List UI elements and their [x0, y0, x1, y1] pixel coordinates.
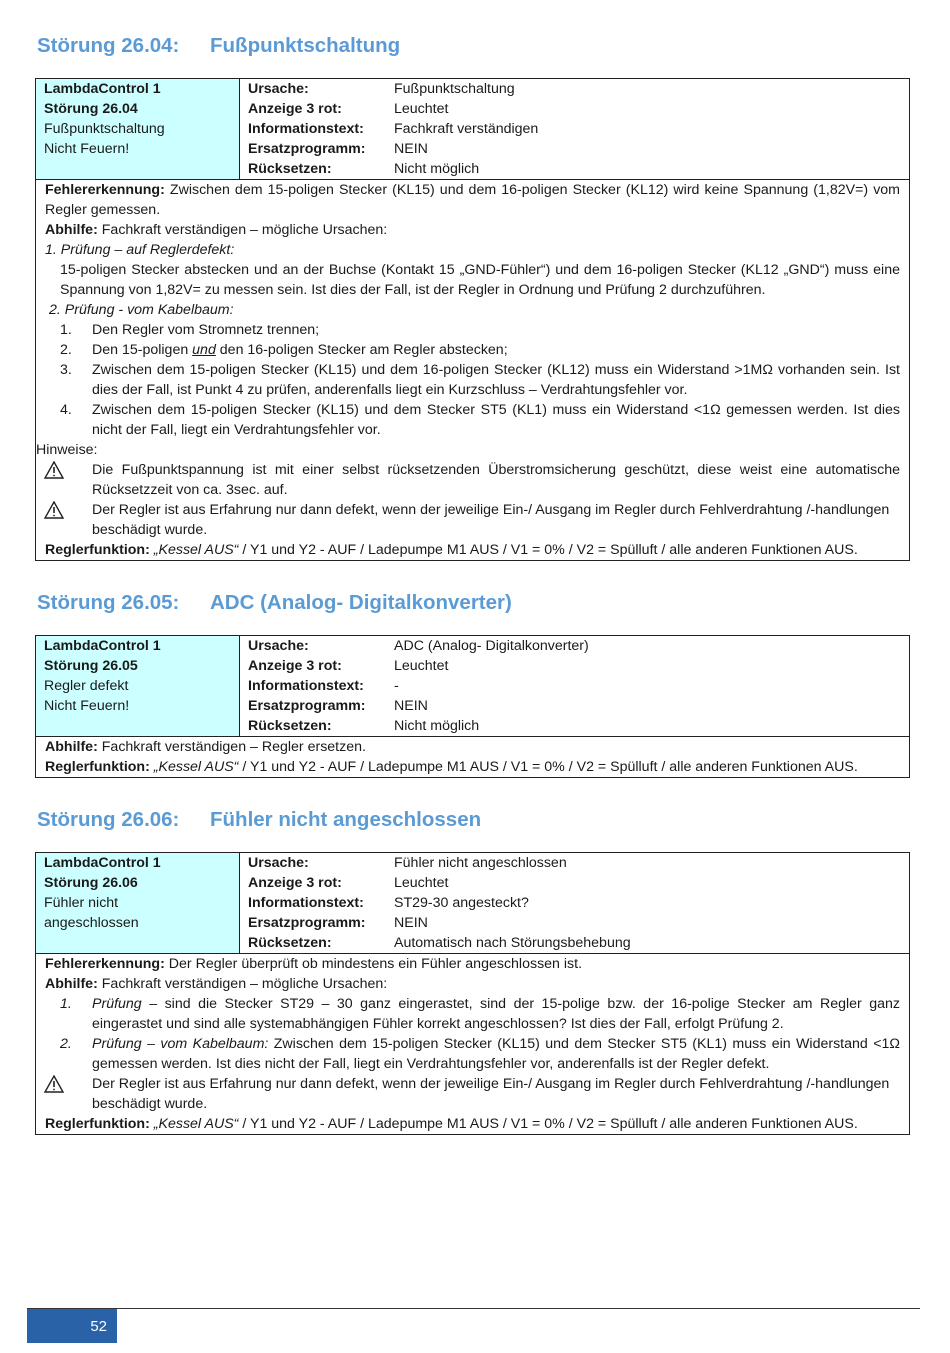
- section-title: ADC (Analog- Digitalkonverter): [210, 591, 512, 614]
- note-item: [45, 500, 900, 540]
- fault-code: Störung 26.05: [44, 658, 138, 674]
- property-key: Anzeige 3 rot:: [248, 101, 342, 117]
- property-row: [248, 676, 901, 696]
- property-key: Ersatzprogramm:: [248, 141, 366, 157]
- list-number: 1.: [60, 322, 72, 338]
- list-item: [45, 320, 900, 340]
- section-title: Fühler nicht angeschlossen: [210, 808, 482, 831]
- property-key: Rücksetzen:: [248, 935, 332, 951]
- property-row: [248, 636, 901, 656]
- property-key: Rücksetzen:: [248, 161, 332, 177]
- controller-cell: [36, 853, 240, 953]
- list-text: Zwischen dem 15-poligen Stecker (KL15) und dem Stecker ST5 (KL1) muss ein Widerstand <1Ω gemessen werden. Ist dies nicht der Fall, liegt ein Verdrahtungsfehler vor, anderenfalls ist der Regler defekt.: [92, 1036, 900, 1072]
- property-value: ADC (Analog- Digitalkonverter): [394, 638, 589, 654]
- property-value: NEIN: [394, 141, 428, 157]
- property-row: [248, 79, 901, 99]
- check-1-title: 1. Prüfung – auf Reglerdefekt:: [45, 242, 235, 258]
- property-row: [248, 873, 901, 893]
- fault-name: Fußpunktschaltung: [44, 121, 165, 137]
- list-number: 2.: [60, 342, 72, 358]
- controller-function: [45, 757, 900, 777]
- page-number-box: [27, 1309, 117, 1343]
- list-text: Zwischen dem 15-poligen Stecker (KL15) und dem 16-poligen Stecker (KL12) muss ein Widerstand >1MΩ vorhanden sein. Ist dies der Fall, ist Punkt 4 zu prüfen, anderenfalls liegt ein Kurzschluss – Verdrahtungsfehler vor.: [92, 362, 900, 398]
- property-value: Fachkraft verständigen: [394, 121, 539, 137]
- property-value: Leuchtet: [394, 875, 449, 891]
- list-item: [45, 994, 900, 1034]
- fault-detection-text: Der Regler überprüft ob mindestens ein Fühler angeschlossen ist.: [168, 956, 583, 972]
- section-heading-26-04: [37, 34, 400, 58]
- property-key: Informationstext:: [248, 678, 364, 694]
- property-value: Nicht möglich: [394, 161, 480, 177]
- list-text-emphasis: und: [192, 342, 216, 358]
- list-text-emphasis: Prüfung: [92, 996, 142, 1012]
- remedy-text: Fachkraft verständigen – mögliche Ursachen:: [101, 976, 388, 992]
- property-value: NEIN: [394, 698, 428, 714]
- warning-icon: [44, 1075, 64, 1093]
- controller-function-text: / Y1 und Y2 - AUF / Ladepumpe M1 AUS / V1 = 0% / V2 = Spülluft / alle anderen Funktionen AUS.: [238, 759, 858, 775]
- check-1-text: 15-poligen Stecker abstecken und an der Buchse (Kontakt 15 „GND-Fühler“) und dem 16-poligen Stecker (KL12 „GND“) muss eine Spannung von 1,82V= zu messen sein. Ist dies der Fall, ist der Regler in Ordnung und Prüfung 2 durchzuführen.: [60, 262, 900, 298]
- property-cell: [240, 79, 909, 179]
- property-row: [248, 933, 901, 953]
- fault-detection-label: Fehlererkennung:: [45, 182, 165, 198]
- property-key: Ersatzprogramm:: [248, 698, 366, 714]
- page-number: 52: [90, 1317, 107, 1335]
- section-number: Störung 26.06:: [37, 808, 180, 831]
- controller-name: LambdaControl 1: [44, 855, 161, 871]
- table-header: [36, 636, 909, 737]
- fault-detection-text: Zwischen dem 15-poligen Stecker (KL15) und dem 16-poligen Stecker (KL12) wird keine Spannung (1,82V=) vom Regler gemessen.: [45, 182, 900, 218]
- remedy-text: Fachkraft verständigen – Regler ersetzen.: [101, 739, 366, 755]
- controller-function-emphasis: „Kessel AUS“: [153, 1116, 239, 1132]
- controller-name: LambdaControl 1: [44, 81, 161, 97]
- note-text: Der Regler ist aus Erfahrung nur dann defekt, wenn der jeweilige Ein-/ Ausgang im Regler durch Fehlverdrahtung /-handlungen beschädigt wurde.: [92, 1076, 890, 1112]
- fault-name: Regler defekt: [44, 678, 129, 694]
- remedy: [45, 974, 900, 994]
- note-item: [45, 460, 900, 500]
- controller-function-emphasis: „Kessel AUS“: [153, 759, 239, 775]
- section-number: Störung 26.04:: [37, 34, 180, 57]
- remedy-text: Fachkraft verständigen – mögliche Ursachen:: [101, 222, 388, 238]
- controller-function-emphasis: „Kessel AUS“: [153, 542, 239, 558]
- property-value: Leuchtet: [394, 101, 449, 117]
- warning-icon: [44, 501, 64, 519]
- property-key: Anzeige 3 rot:: [248, 658, 342, 674]
- controller-function-label: Reglerfunktion:: [45, 542, 150, 558]
- property-row: [248, 853, 901, 873]
- property-row: [248, 159, 901, 179]
- property-cell: [240, 636, 909, 736]
- list-text: Zwischen dem 15-poligen Stecker (KL15) und dem Stecker ST5 (KL1) muss ein Widerstand <1Ω gemessen werden. Ist dies nicht der Fall, liegt ein Verdrahtungsfehler vor.: [92, 402, 900, 438]
- fault-action: Nicht Feuern!: [44, 698, 130, 714]
- property-row: [248, 893, 901, 913]
- list-number: 4.: [60, 402, 72, 418]
- controller-function: [45, 1114, 900, 1134]
- property-row: [248, 696, 901, 716]
- controller-function-text: / Y1 und Y2 - AUF / Ladepumpe M1 AUS / V1 = 0% / V2 = Spülluft / alle anderen Funktionen AUS.: [238, 542, 858, 558]
- remedy: [45, 220, 900, 240]
- remedy: [45, 737, 900, 757]
- list-number: 1.: [60, 996, 72, 1012]
- property-value: -: [394, 678, 399, 694]
- controller-name: LambdaControl 1: [44, 638, 161, 654]
- remedy-label: Abhilfe:: [45, 976, 98, 992]
- fault-code: Störung 26.04: [44, 101, 138, 117]
- fault-table-26-05: [35, 635, 910, 778]
- property-value: Fühler nicht angeschlossen: [394, 855, 567, 871]
- fault-detection: [45, 954, 900, 974]
- list-text-pre: Den 15-poligen: [92, 342, 193, 358]
- fault-name-cont: angeschlossen: [44, 915, 139, 931]
- list-text-emphasis: Prüfung – vom Kabelbaum:: [92, 1036, 269, 1052]
- fault-code: Störung 26.06: [44, 875, 138, 891]
- property-value: NEIN: [394, 915, 428, 931]
- list-item: [45, 1034, 900, 1074]
- property-value: Leuchtet: [394, 658, 449, 674]
- section-title: Fußpunktschaltung: [210, 34, 401, 57]
- fault-detection: [45, 180, 900, 220]
- remedy-label: Abhilfe:: [45, 222, 98, 238]
- fault-action: Nicht Feuern!: [44, 141, 130, 157]
- warning-icon: [44, 461, 64, 479]
- property-row: [248, 656, 901, 676]
- table-header: [36, 853, 909, 954]
- controller-cell: [36, 636, 240, 736]
- note-text: Der Regler ist aus Erfahrung nur dann defekt, wenn der jeweilige Ein-/ Ausgang im Regler durch Fehlverdrahtung /-handlungen beschädigt wurde.: [92, 502, 890, 538]
- property-key: Anzeige 3 rot:: [248, 875, 342, 891]
- fault-detection-label: Fehlererkennung:: [45, 956, 165, 972]
- section-heading-26-06: [37, 808, 481, 832]
- fault-table-26-06: [35, 852, 910, 1135]
- property-key: Ersatzprogramm:: [248, 915, 366, 931]
- property-key: Ursache:: [248, 855, 309, 871]
- property-value: Fußpunktschaltung: [394, 81, 515, 97]
- list-text: Den Regler vom Stromnetz trennen;: [92, 322, 320, 338]
- property-value: Automatisch nach Störungsbehebung: [394, 935, 631, 951]
- property-cell: [240, 853, 909, 953]
- list-item: [45, 400, 900, 440]
- controller-cell: [36, 79, 240, 179]
- list-item: [45, 360, 900, 400]
- property-value: Nicht möglich: [394, 718, 480, 734]
- property-key: Ursache:: [248, 638, 309, 654]
- controller-function-label: Reglerfunktion:: [45, 759, 150, 775]
- property-row: [248, 139, 901, 159]
- table-body: [36, 180, 909, 560]
- property-key: Ursache:: [248, 81, 309, 97]
- property-value: ST29-30 angesteckt?: [394, 895, 529, 911]
- controller-function-text: / Y1 und Y2 - AUF / Ladepumpe M1 AUS / V1 = 0% / V2 = Spülluft / alle anderen Funktionen AUS.: [238, 1116, 858, 1132]
- table-body: [36, 954, 909, 1134]
- property-row: [248, 913, 901, 933]
- note-text: Die Fußpunktspannung ist mit einer selbst rücksetzenden Überstromsicherung geschützt, diese weist eine automatische Rücksetzzeit von ca. 3sec. auf.: [92, 462, 900, 498]
- property-key: Informationstext:: [248, 121, 364, 137]
- fault-name: Fühler nicht: [44, 895, 119, 911]
- property-row: [248, 716, 901, 736]
- note-item: [45, 1074, 900, 1114]
- property-key: Informationstext:: [248, 895, 364, 911]
- notes-label: Hinweise:: [36, 442, 98, 458]
- check-2-title: 2. Prüfung - vom Kabelbaum:: [49, 302, 234, 318]
- remedy-label: Abhilfe:: [45, 739, 98, 755]
- controller-function: [45, 540, 900, 560]
- section-number: Störung 26.05:: [37, 591, 180, 614]
- list-item: [45, 340, 900, 360]
- controller-function-label: Reglerfunktion:: [45, 1116, 150, 1132]
- list-number: 3.: [60, 362, 72, 378]
- property-row: [248, 119, 901, 139]
- property-key: Rücksetzen:: [248, 718, 332, 734]
- footer-divider: [27, 1308, 920, 1309]
- list-number: 2.: [60, 1036, 72, 1052]
- section-heading-26-05: [37, 591, 512, 615]
- list-text: – sind die Stecker ST29 – 30 ganz eingerastet, sind der 15-polige bzw. der 16-polige Stecker am Regler ganz eingerastet und sind alle systemabhängigen Fühler korrekt angeschlossen? Ist dies der Fall, erfolgt Prüfung 2.: [92, 996, 900, 1032]
- list-text-post: den 16-poligen Stecker am Regler abstecken;: [215, 342, 508, 358]
- table-header: [36, 79, 909, 180]
- fault-table-26-04: [35, 78, 910, 561]
- property-row: [248, 99, 901, 119]
- table-body: [36, 737, 909, 777]
